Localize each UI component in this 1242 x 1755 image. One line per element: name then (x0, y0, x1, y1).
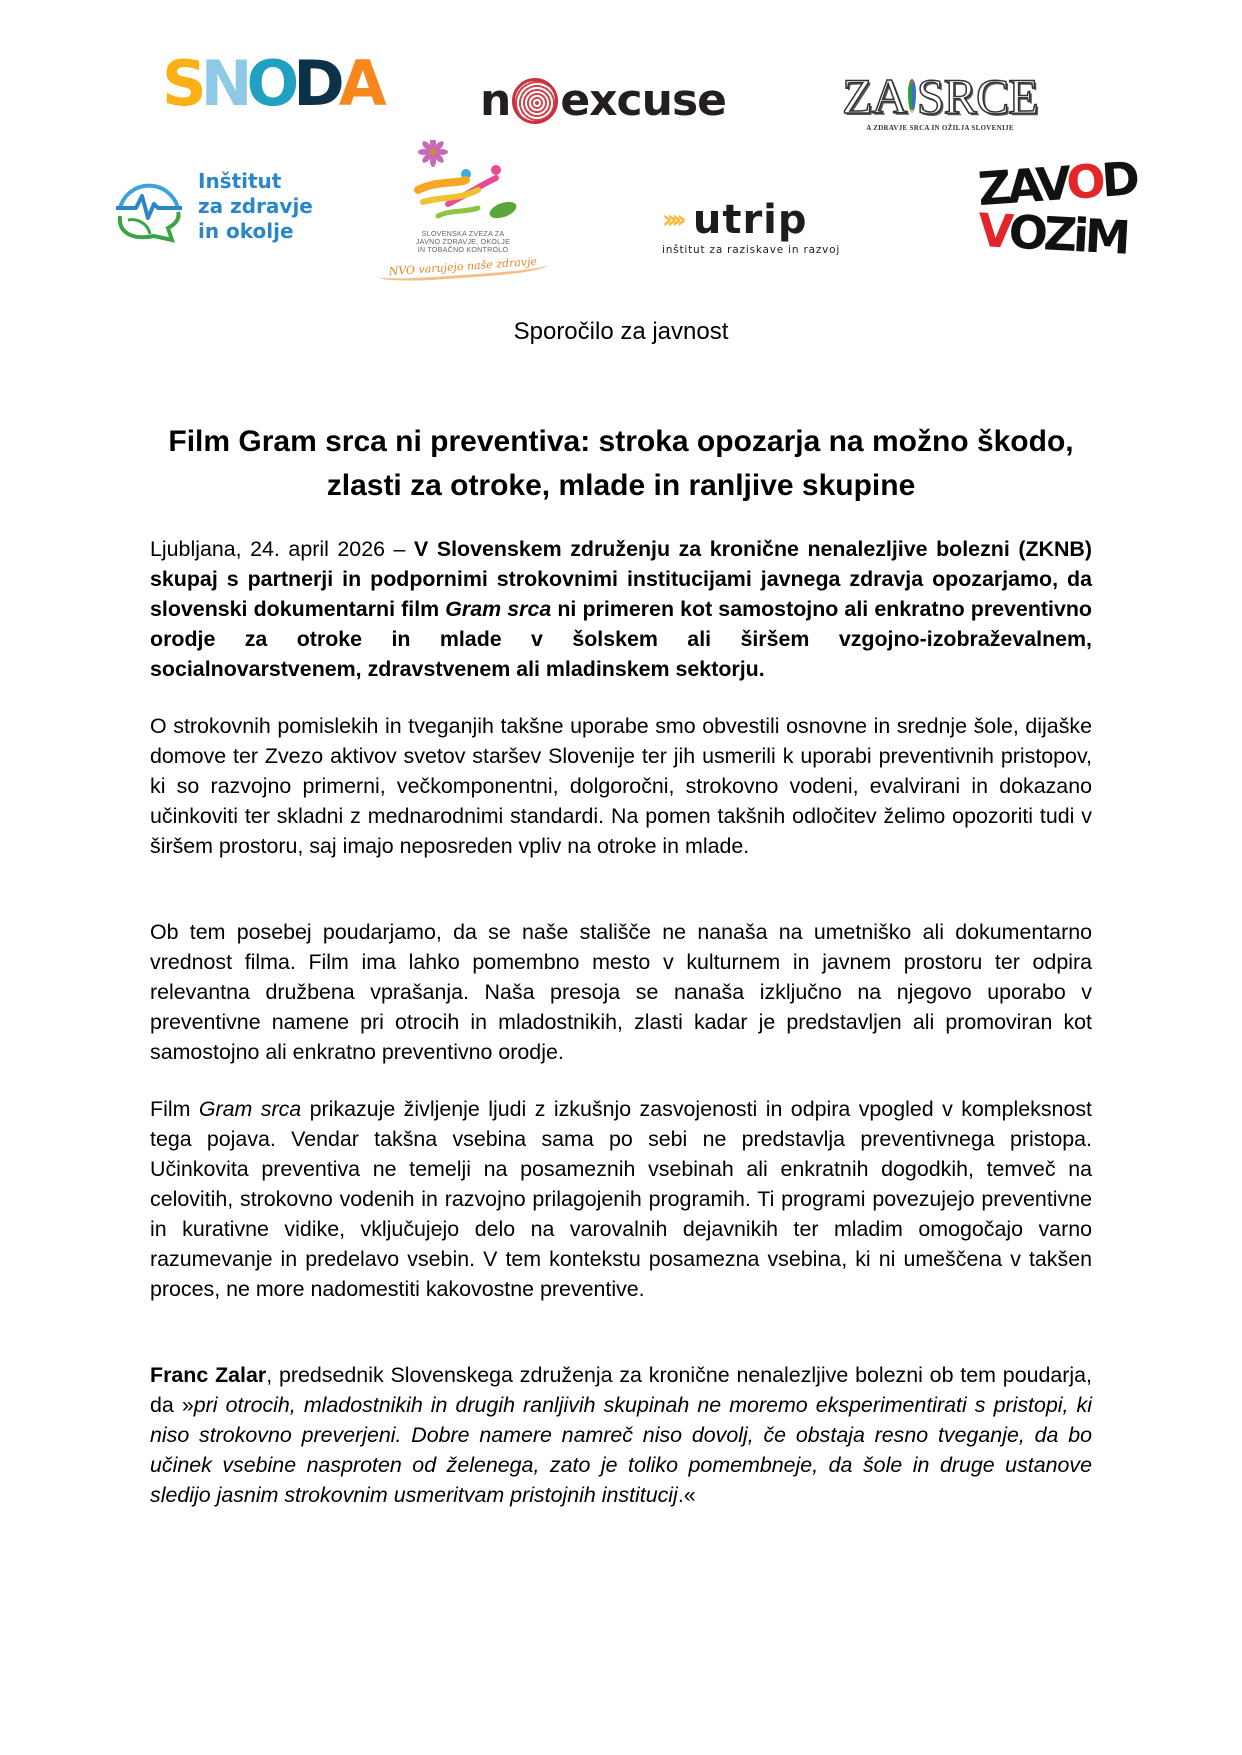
text: Film (150, 1097, 199, 1121)
quote-text: pri otrocih, mladostnikih in drugih ranljivih skupinah ne moremo eksperimentirati s pristopi, ki niso strokovno preverjeni. Dobre namere namreč niso dovolj, če obstaja resno tveganje, da bo učinek vsebine nasproten od želenega, zato je toliko pomembneje, da šole in druge ustanove sledijo jasnim strokovnim usmeritvam pristojnih institucij (150, 1393, 1092, 1507)
svz-logo (378, 140, 548, 278)
utrip-logo (662, 197, 841, 256)
globe-icon (512, 78, 558, 124)
svz-line: SLOVENSKA ZVEZA ZA (421, 229, 505, 238)
text: prikazuje življenje ljudi z izkušnjo zasvojenosti in odpira vpogled v kompleksnost tega pojava. Vendar takšna vsebina sama po sebi ne predstavlja preventivnega pristopa. Učinkovita preventiva ne temelji na posameznih vsebinah ali enkratnih dogodkih, temveč na celovitih, strokovno vodenih in razvojno prilagojenih programih. Ti programi povezujejo preventivne in kurativne vidike, vključujejo delo na varovalnih dejavnikih ter mladim omogočajo varno razumevanje in predelavo vsebin. V tem kontekstu posamezna vsebina, ki ni umeščena v takšen proces, ne more nadomestiti kakovostne preventive. (150, 1097, 1092, 1301)
document-subtitle: Sporočilo za javnost (513, 318, 729, 345)
noexcuse-text: excuse (560, 75, 726, 126)
paragraph-lead (150, 534, 1092, 684)
film-title: Gram srca (198, 1097, 302, 1121)
vozim-text: OZiM (1007, 204, 1129, 265)
snoda-letter: A (338, 47, 381, 120)
zavod-vozim-logo (976, 151, 1138, 265)
chevrons-icon: ›››› (662, 205, 681, 235)
bold-text: V Slovenskem združenju za kronične nenalezljive bolezni (ZKNB) skupaj s partnerji in podpornimi strokovnimi institucijami javnega zdravja opozarjamo, da slovenski dokumentarni film (150, 537, 1092, 621)
zasrce-text: ZA (842, 68, 907, 124)
zasrce-logo (842, 68, 1038, 132)
utrip-word: utrip (692, 197, 808, 243)
zasrce-text: SRCE (916, 68, 1038, 124)
utrip-subtitle: inštitut za raziskave in razvoj (662, 244, 841, 256)
svz-line: JAVNO ZDRAVJE, OKOLJE (415, 237, 511, 246)
vozim-text: D (1099, 151, 1138, 208)
snoda-letter: D (293, 47, 339, 120)
svz-slogan: NVO varujejo naše zdravje (378, 254, 549, 284)
paragraph: Ob tem posebej poudarjamo, da se naše stališče ne nanaša na umetniško ali dokumentarno vrednost filma. Film ima lahko pomembno mesto v kulturnem in javnem prostoru ter odpira relevantna družbena vprašanja. Naša presoja se nanaša izključno na njegovo uporabo v preventivne namene pri otrocih in mladostnikih, zlasti kadar je predstavljen ali promoviran kot samostojno ali enkratno preventivno orodje. (150, 920, 1092, 1064)
paragraph: O strokovnih pomislekih in tveganjih takšne uporabe smo obvestili osnovne in srednje šole, dijaške domove ter Zvezo aktivov svetov staršev Slovenije ter jih usmerili k uporabi preventivnih pristopov, ki so razvojno primerni, večkomponentni, dolgoročni, strokovno vodeni, evalvirani in dokazano učinkoviti ter skladni z mednarodnimi standardi. Na pomen takšnih odločitev želimo opozoriti tudi v širšem prostoru, saj imajo neposreden vpliv na otroke in mlade. (150, 714, 1092, 858)
dateline: Ljubljana, 24. april 2026 – (150, 537, 414, 561)
snoda-letter: N (200, 47, 247, 120)
flower-people-icon (378, 140, 548, 222)
izo-line: Inštitut (198, 168, 282, 193)
snoda-letter: O (246, 47, 294, 120)
speech-bubble-pulse-icon (114, 168, 184, 244)
text: .« (677, 1483, 696, 1507)
snoda-logo (162, 47, 381, 120)
izo-line: za zdravje (198, 193, 313, 218)
film-title: Gram srca (445, 597, 552, 621)
bold-text: ni primeren kot samostojno ali enkratno preventivno orodje za otroke in mlade v šolskem ali širšem vzgojno-izobraževalnem, socialnovarstvenem, zdravstvenem ali mladinskem sektorju. (150, 597, 1092, 681)
noexcuse-logo (480, 75, 726, 126)
vozim-text: ZAV (976, 156, 1069, 217)
noexcuse-text: n (480, 75, 511, 126)
speaker-name: Franc Zalar (150, 1363, 267, 1387)
paragraph (150, 1094, 1092, 1304)
svz-line: IN TOBAČNO KONTROLO (417, 245, 509, 254)
vozim-text: V (976, 202, 1011, 259)
vozim-text: O (1064, 153, 1104, 210)
text: , predsednik Slovenskega združenja za kronične nenalezljive bolezni ob tem poudarja, da » (150, 1363, 1092, 1417)
zasrce-tagline: A ZDRAVJE SRCA IN OŽILJA SLOVENIJE (866, 124, 1014, 132)
document-title: Film Gram srca ni preventiva: stroka opozarja na možno škodo, zlasti za otroke, mlade in ranljive skupine (168, 425, 1074, 502)
izo-line: in okolje (198, 218, 294, 243)
izo-logo (114, 168, 313, 244)
paragraph-quote (150, 1360, 1092, 1510)
snoda-letter: S (162, 47, 201, 120)
heart-icon (908, 79, 916, 113)
